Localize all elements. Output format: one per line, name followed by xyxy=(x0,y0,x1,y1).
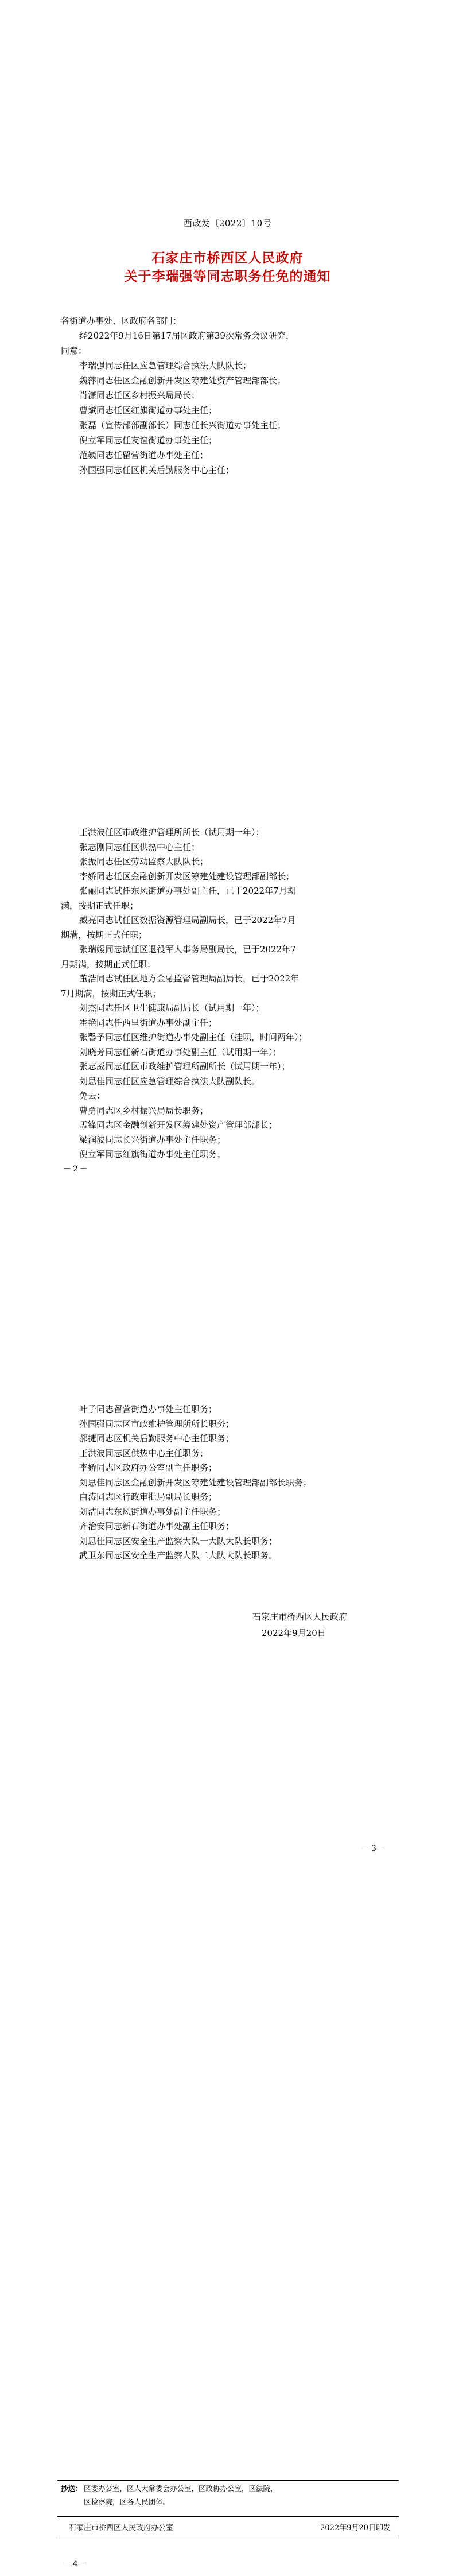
body-line: 张瑞媛同志试任区退役军人事务局副局长，已于2022年7 xyxy=(79,944,296,955)
page-1 xyxy=(0,0,455,644)
body-line: 刘晓芳同志任新石街道办事处副主任（试用期一年）； xyxy=(79,1046,282,1057)
body-line: 倪立军同志红旗街道办事处主任职务； xyxy=(79,1149,226,1159)
body-line: 武卫东同志区安全生产监察大队二大队大队长职务。 xyxy=(79,1550,278,1561)
body-line: 臧亮同志试任区数据资源管理局副局长，已于2022年7月 xyxy=(79,915,296,925)
body-line: 郝捷同志区机关后勤服务中心主任职务； xyxy=(79,1433,235,1444)
body-line: 期满，按期正式任职； xyxy=(61,929,147,940)
body-line: 白涛同志区行政审批局副局长职务； xyxy=(79,1492,217,1502)
signature-organization: 石家庄市桥西区人民政府 xyxy=(252,1612,348,1622)
body-line: 张馨予同志任区维护街道办事处副主任（挂职，时间两年）； xyxy=(79,1032,308,1042)
signature-date: 2022年9月20日 xyxy=(262,1628,326,1638)
page-2 xyxy=(0,644,455,1288)
appointment-item: 倪立军同志任友谊街道办事处主任； xyxy=(79,435,217,445)
appointment-item: 范巍同志任留营街道办事处主任； xyxy=(79,450,209,460)
body-line: 张志刚同志任区供热中心主任； xyxy=(79,841,200,852)
issuer-office: 石家庄市桥西区人民政府办公室 xyxy=(69,2524,174,2532)
body-line: 孙国强同志区市政维护管理所所长职务； xyxy=(79,1418,235,1429)
body-line: 张振同志任区劳动监察大队队长； xyxy=(79,856,209,867)
appointment-item: 张磊（宣传部部副部长）同志任长兴街道办事处主任； xyxy=(79,420,286,430)
body-line: 刘思佳同志任区应急管理综合执法大队副队长。 xyxy=(79,1076,260,1087)
appointment-item: 李瑞强同志任区应急管理综合执法大队队长； xyxy=(79,360,252,371)
appointment-item: 孙国强同志任区机关后勤服务中心主任； xyxy=(79,465,235,475)
body-line: 叶子同志留营街道办事处主任职务； xyxy=(79,1404,217,1414)
body-line: 李娇同志区政府办公室副主任职务； xyxy=(79,1462,217,1473)
cc-label: 抄送： xyxy=(61,2484,83,2493)
body-line: 7月期满，按期正式任职； xyxy=(61,988,161,999)
document-title-line-1: 石家庄市桥西区人民政府 xyxy=(151,250,304,266)
document-title-line-2: 关于李瑞强等同志职务任免的通知 xyxy=(124,269,331,284)
body-line: 孟锋同志区金融创新开发区筹建处资产管理部部长； xyxy=(79,1120,278,1130)
body-line: 张志威同志任区市政维护管理所副所长（试用期一年）； xyxy=(79,1061,290,1072)
intro-line: 经2022年9月16日第17届区政府第39次常务会议研究， xyxy=(79,331,294,341)
cc-box xyxy=(57,2480,399,2517)
body-line: 刘杰同志任区卫生健康局副局长（试用期一年）； xyxy=(79,1003,265,1013)
body-line: 刘思佳同志区安全生产监察大队一大队大队长职务； xyxy=(79,1535,278,1546)
page-3 xyxy=(0,1288,455,1932)
body-line: 刘洁同志东风街道办事处副主任职务； xyxy=(79,1506,226,1517)
body-line: 曹勇同志区乡村振兴局局长职务； xyxy=(79,1105,209,1116)
body-line: 月期满，按期正式任职； xyxy=(61,959,156,969)
body-line: 董浩同志试任区地方金融监督管理局副局长，已于2022年 xyxy=(79,973,300,984)
body-line: 王洪波任区市政维护管理所所长（试用期一年）； xyxy=(79,827,265,837)
body-line: 霍艳同志任西里街道办事处副主任； xyxy=(79,1017,217,1028)
issuer-row xyxy=(57,2516,399,2536)
body-line: 王洪波同志区供热中心主任职务； xyxy=(79,1448,209,1458)
page-number: －3－ xyxy=(361,1844,388,1853)
appointment-item: 魏萍同志任区金融创新开发区筹建处资产管理部部长； xyxy=(79,375,286,386)
body-line: 满，按期正式任职； xyxy=(61,900,139,911)
issue-date: 2022年9月20日印发 xyxy=(320,2524,391,2532)
page-number: －2－ xyxy=(63,1165,90,1174)
body-line: 免去： xyxy=(79,1091,106,1101)
body-line: 齐治安同志新石街道办事处副主任职务； xyxy=(79,1521,235,1531)
page-4 xyxy=(0,1932,455,2576)
salutation: 各街道办事处、区政府各部门： xyxy=(61,316,182,326)
page-number: －4－ xyxy=(63,2559,90,2569)
cc-recipients-line-2: 区检察院，区各人民团体。 xyxy=(84,2497,170,2506)
body-line: 李娇同志任区金融创新开发区筹建处建设管理部副部长； xyxy=(79,871,295,882)
body-line: 刘思佳同志区金融创新开发区筹建处建设管理部副部长职务； xyxy=(79,1477,312,1488)
intro-line: 同意： xyxy=(61,346,87,356)
body-line: 张丽同志试任东风街道办事处副主任，已于2022年7月期 xyxy=(79,886,296,896)
document-number: 西政发〔2022〕10号 xyxy=(183,218,272,228)
appointment-item: 曹斌同志任区红旗街道办事处主任； xyxy=(79,405,217,416)
cc-recipients-line-1: 区委办公室，区人大常委会办公室，区政协办公室，区法院， xyxy=(84,2484,278,2493)
appointment-item: 肖潇同志任区乡村振兴局局长； xyxy=(79,390,200,401)
body-line: 梁润波同志长兴街道办事处主任职务； xyxy=(79,1134,226,1145)
